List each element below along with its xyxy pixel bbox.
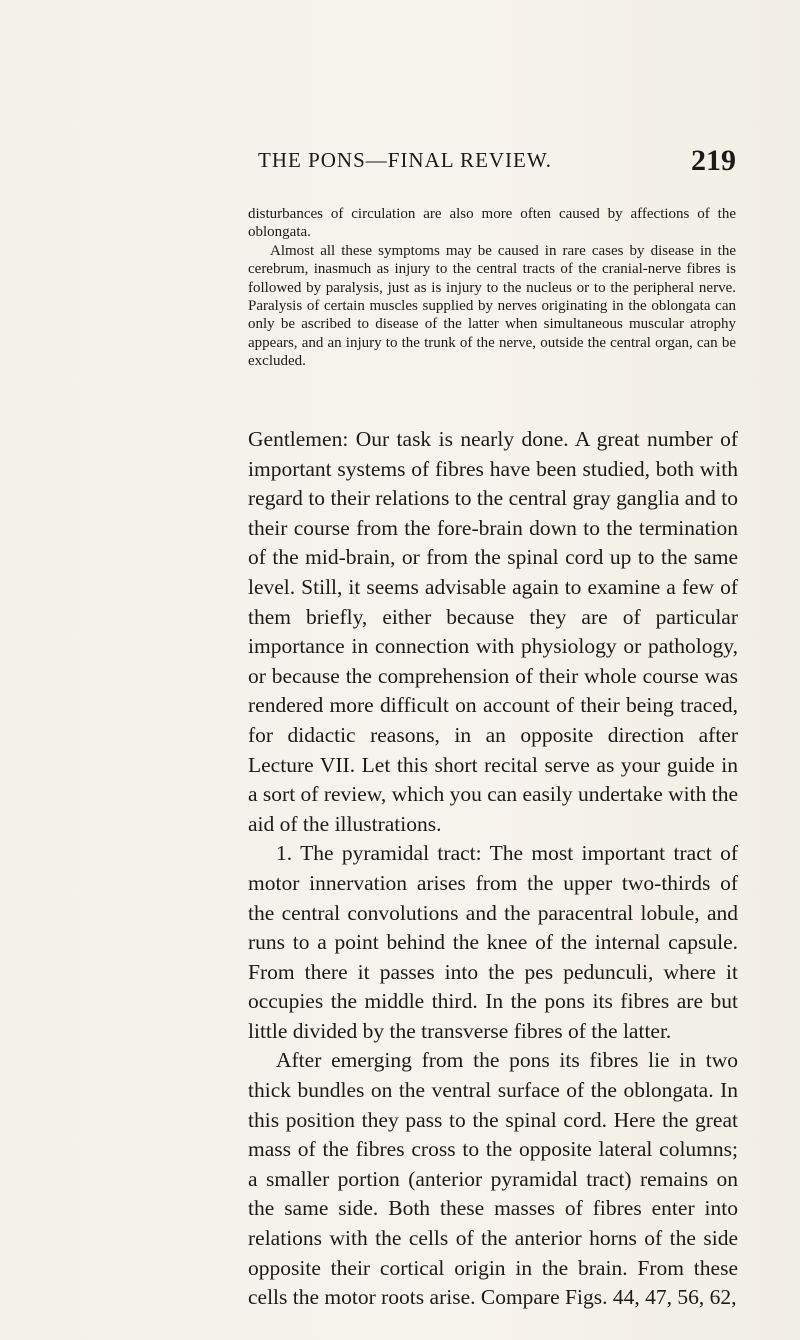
running-title: THE PONS—FINAL REVIEW. — [258, 148, 553, 172]
body-paragraph: After emerging from the pons its fibres lie in two thick bundles on the ventral surface of the oblongata. In this position they pass to the spinal cord. Here the great mass of the fibres cross to the opposite lateral columns; a smaller portion (anterior pyramidal tract) remains on the same side. Both these masses of fibres enter into relations with the cells of the anterior horns of the side opposite their cortical origin in the brain. From these cells the motor roots arise. Compare Figs. 44, 47, 56, 62, — [248, 1048, 738, 1310]
body-text — [248, 425, 738, 1313]
page-number: 219 — [691, 144, 736, 177]
small-paragraph: Almost all these symptoms may be caused in rare cases by disease in the cerebrum, inasmuch as injury to the central tracts of the cranial-nerve fibres is followed by paralysis, just as is injury to the nucleus or to the peripheral nerve. Paralysis of certain muscles supplied by nerves originating in the oblongata can only be ascribed to disease of the latter when simultaneous muscular atrophy appears, and an injury to the trunk of the nerve, outside the central organ, can be excluded. — [248, 242, 736, 370]
body-paragraph: 1. The pyramidal tract: The most important tract of motor innervation arises from the upper two-thirds of the central convolutions and the paracentral lobule, and runs to a point behind the knee of the internal capsule. From there it passes into the pes pedunculi, where it occupies the middle third. In the pons its fibres are but little divided by the transverse fibres of the latter. — [248, 841, 738, 1043]
small-paragraph: disturbances of circulation are also more often caused by affections of the oblongata. — [248, 206, 736, 241]
small-print-section — [248, 205, 736, 371]
body-paragraph: Gentlemen: Our task is nearly done. A great number of important systems of fibres have been studied, both with regard to their relations to the central gray ganglia and to their course from the fore-brain down to the termination of the mid-brain, or from the spinal cord up to the same level. Still, it seems advisable again to examine a few of them briefly, either because they are of particular importance in connection with physiology or pathology, or because the comprehension of their whole course was rendered more difficult on account of their being traced, for didactic reasons, in an opposite direction after Lecture VII. Let this short recital serve as your guide in a sort of review, which you can easily undertake with the aid of the illustrations. — [248, 427, 738, 836]
page-header — [258, 144, 736, 188]
